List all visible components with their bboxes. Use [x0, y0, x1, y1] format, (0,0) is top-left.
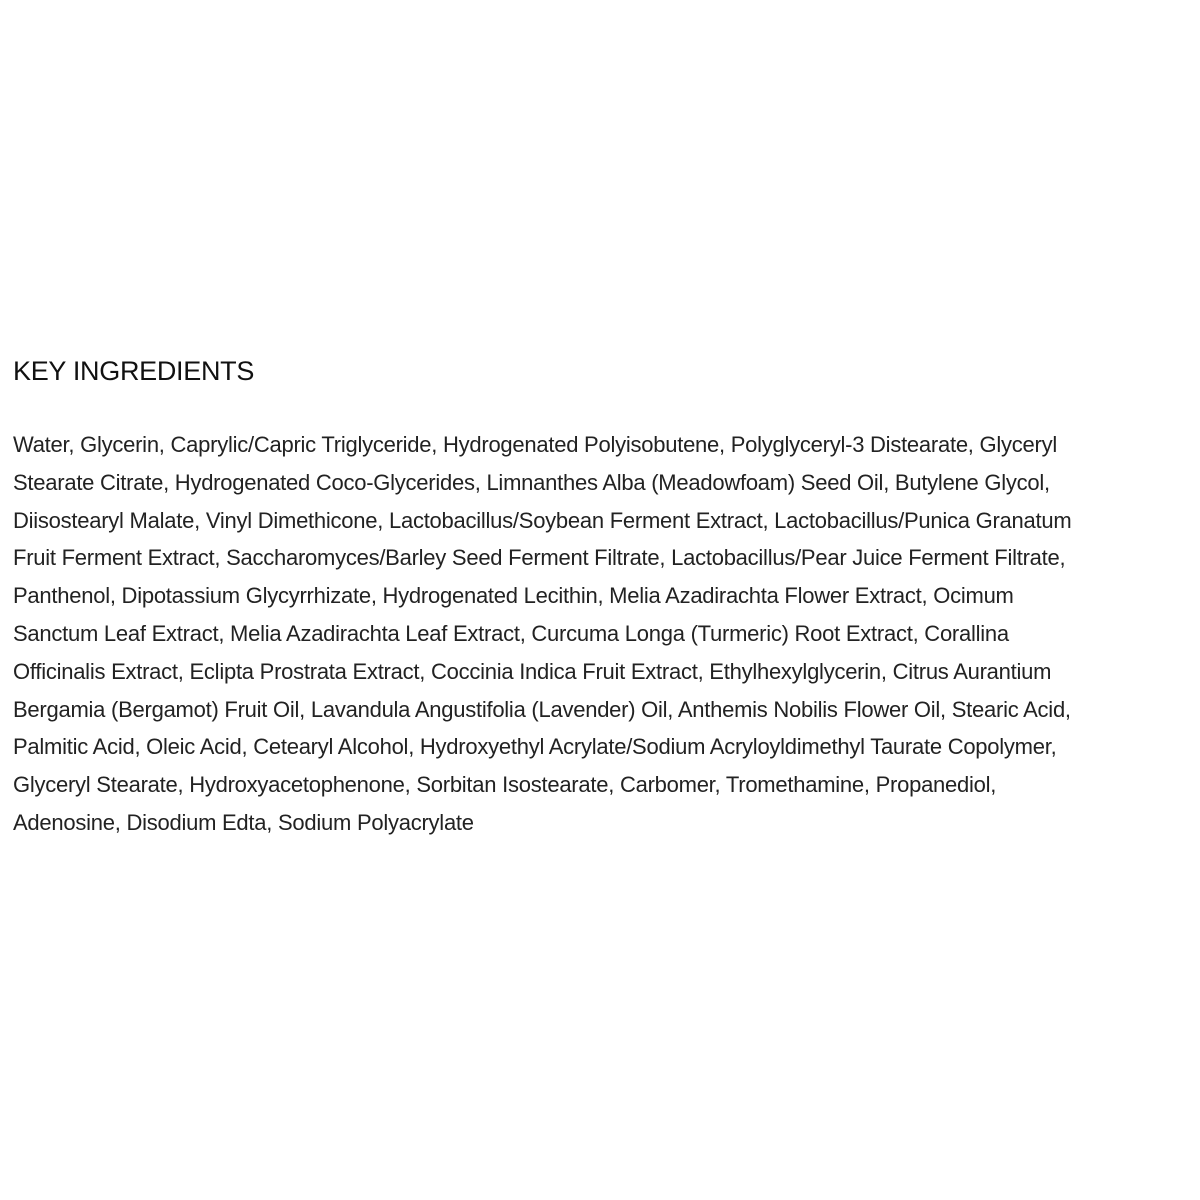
ingredients-line: Adenosine, Disodium Edta, Sodium Polyacrylate: [13, 809, 474, 835]
ingredients-line: Panthenol, Dipotassium Glycyrrhizate, Hydrogenated Lecithin, Melia Azadirachta Flower Extract, Ocimum: [13, 583, 1014, 609]
ingredients-line: Glyceryl Stearate, Hydroxyacetophenone, Sorbitan Isostearate, Carbomer, Tromethamine, Propanediol,: [13, 772, 997, 798]
ingredients-line: Diisostearyl Malate, Vinyl Dimethicone, Lactobacillus/Soybean Ferment Extract, Lactobacillus/Punica Granatum: [13, 507, 1072, 533]
ingredients-line: Stearate Citrate, Hydrogenated Coco-Glycerides, Limnanthes Alba (Meadowfoam) Seed Oil, Butylene Glycol,: [13, 469, 1050, 495]
ingredients-line: Palmitic Acid, Oleic Acid, Cetearyl Alcohol, Hydroxyethyl Acrylate/Sodium Acryloyldimethyl Taurate Copolymer,: [13, 734, 1057, 760]
ingredients-list: [13, 426, 1185, 842]
key-ingredients-section: [13, 352, 1185, 842]
ingredients-line: Fruit Ferment Extract, Saccharomyces/Barley Seed Ferment Filtrate, Lactobacillus/Pear Juice Ferment Filtrate,: [13, 545, 1066, 571]
section-title: KEY INGREDIENTS: [13, 356, 255, 386]
ingredients-line: Bergamia (Bergamot) Fruit Oil, Lavandula Angustifolia (Lavender) Oil, Anthemis Nobilis Flower Oil, Stearic Acid,: [13, 696, 1071, 722]
ingredients-line: Water, Glycerin, Caprylic/Capric Triglyceride, Hydrogenated Polyisobutene, Polyglyceryl-3 Distearate, Glyceryl: [13, 432, 1057, 457]
ingredients-line: Sanctum Leaf Extract, Melia Azadirachta Leaf Extract, Curcuma Longa (Turmeric) Root Extract, Corallina: [13, 620, 1009, 646]
ingredients-line: Officinalis Extract, Eclipta Prostrata Extract, Coccinia Indica Fruit Extract, Ethylhexylglycerin, Citrus Aurantium: [13, 658, 1052, 684]
